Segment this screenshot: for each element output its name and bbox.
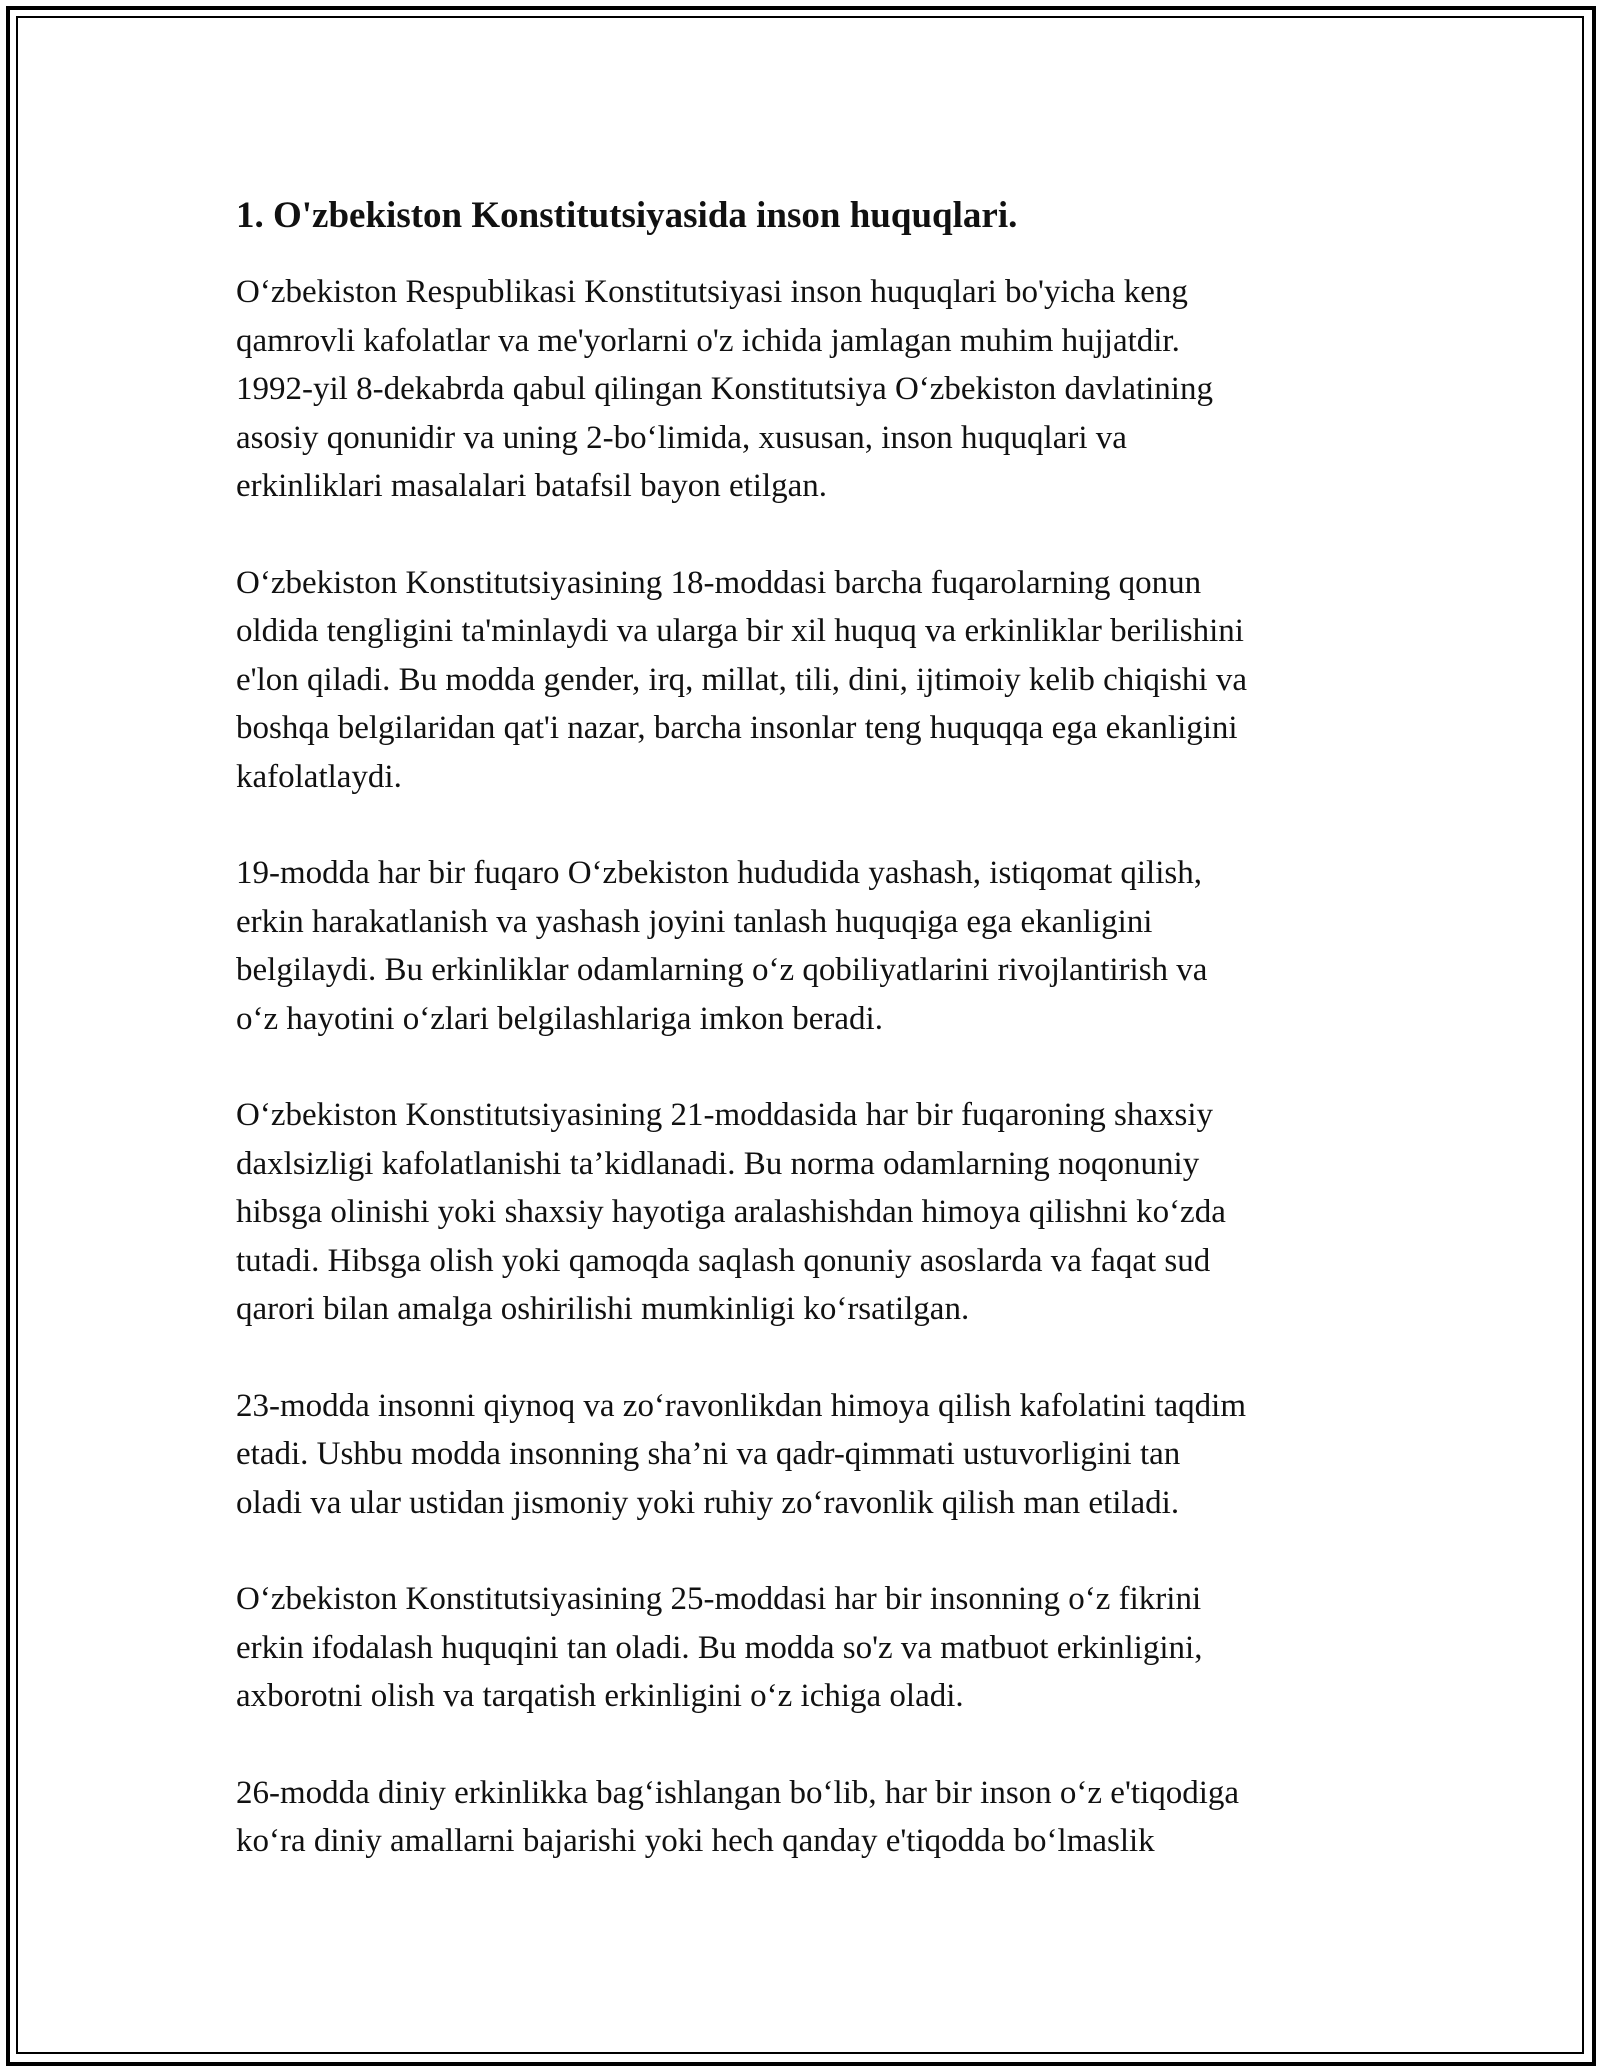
paragraph-line: e'lon qiladi. Bu modda gender, irq, millat, tili, dini, ijtimoiy kelib chiqishi va	[236, 661, 1247, 698]
paragraph-line: tutadi. Hibsga olish yoki qamoqda saqlash qonuniy asoslarda va faqat sud	[236, 1242, 1211, 1279]
paragraph-line: qarori bilan amalga oshirilishi mumkinligi ko‘rsatilgan.	[236, 1291, 970, 1327]
paragraph-line: 26-modda diniy erkinlikka bag‘ishlangan bo‘lib, har bir inson o‘z e'tiqodiga	[236, 1774, 1240, 1811]
paragraph-line: O‘zbekiston Konstitutsiyasining 21-moddasida har bir fuqaroning shaxsiy	[236, 1097, 1214, 1133]
paragraph-article-21	[236, 1091, 1386, 1334]
paragraph-line: ko‘ra diniy amallarni bajarishi yoki hech qanday e'tiqodda bo‘lmaslik	[236, 1823, 1155, 1859]
paragraph-line: boshqa belgilaridan qat'i nazar, barcha insonlar teng huquqqa ega ekanligini	[236, 710, 1238, 746]
paragraph-line: oldida tengligini ta'minlaydi va ularga bir xil huquq va erkinliklar berilishini	[236, 613, 1244, 649]
paragraph-line: belgilaydi. Bu erkinliklar odamlarning o‘z qobiliyatlarini rivojlantirish va	[236, 952, 1208, 988]
document-body	[236, 188, 1386, 1914]
paragraph-article-18	[236, 559, 1386, 802]
paragraph-line: daxlsizligi kafolatlanishi ta’kidlanadi. Bu norma odamlarning noqonuniy	[236, 1145, 1200, 1182]
paragraph-article-19	[236, 849, 1386, 1043]
paragraph-line: 1992-yil 8-dekabrda qabul qilingan Konstitutsiya O‘zbekiston davlatining	[236, 371, 1213, 407]
paragraph-line: O‘zbekiston Konstitutsiyasining 18-moddasi barcha fuqarolarning qonun	[236, 564, 1202, 601]
paragraph-line: O‘zbekiston Respublikasi Konstitutsiyasi inson huquqlari bo'yicha keng	[236, 274, 1188, 310]
paragraph-line: hibsga olinishi yoki shaxsiy hayotiga aralashishdan himoya qilishni ko‘zda	[236, 1194, 1226, 1230]
document-title: 1. O'zbekiston Konstitutsiyasida inson huquqlari.	[236, 195, 1018, 236]
paragraph-line: o‘z hayotini o‘zlari belgilashlariga imkon beradi.	[236, 1000, 883, 1037]
paragraph-line: erkinliklari masalalari batafsil bayon etilgan.	[236, 468, 828, 504]
paragraph-line: etadi. Ushbu modda insonning sha’ni va qadr-qimmati ustuvorligini tan	[236, 1436, 1181, 1472]
paragraph-line: qamrovli kafolatlar va me'yorlarni o'z ichida jamlagan muhim hujjatdir.	[236, 322, 1180, 359]
paragraph-article-26	[236, 1769, 1386, 1866]
paragraph-line: 23-modda insonni qiynoq va zo‘ravonlikdan himoya qilish kafolatini taqdim	[236, 1387, 1246, 1424]
paragraph-line: oladi va ular ustidan jismoniy yoki ruhiy zo‘ravonlik qilish man etiladi.	[236, 1484, 1180, 1521]
paragraph-line: 19-modda har bir fuqaro O‘zbekiston hududida yashash, istiqomat qilish,	[236, 855, 1202, 891]
paragraph-article-25	[236, 1575, 1386, 1721]
paragraph-line: asosiy qonunidir va uning 2-bo‘limida, xususan, inson huquqlari va	[236, 419, 1127, 456]
paragraph-line: axborotni olish va tarqatish erkinligini o‘z ichiga oladi.	[236, 1678, 964, 1714]
paragraph-article-23	[236, 1382, 1386, 1528]
paragraph-line: erkin ifodalash huquqini tan oladi. Bu modda so'z va matbuot erkinligini,	[236, 1629, 1203, 1666]
paragraph-line: O‘zbekiston Konstitutsiyasining 25-moddasi har bir insonning o‘z fikrini	[236, 1581, 1202, 1617]
paragraph-line: erkin harakatlanish va yashash joyini tanlash huquqiga ega ekanligini	[236, 903, 1153, 940]
paragraph-intro	[236, 268, 1386, 511]
paragraph-line: kafolatlaydi.	[236, 758, 402, 795]
